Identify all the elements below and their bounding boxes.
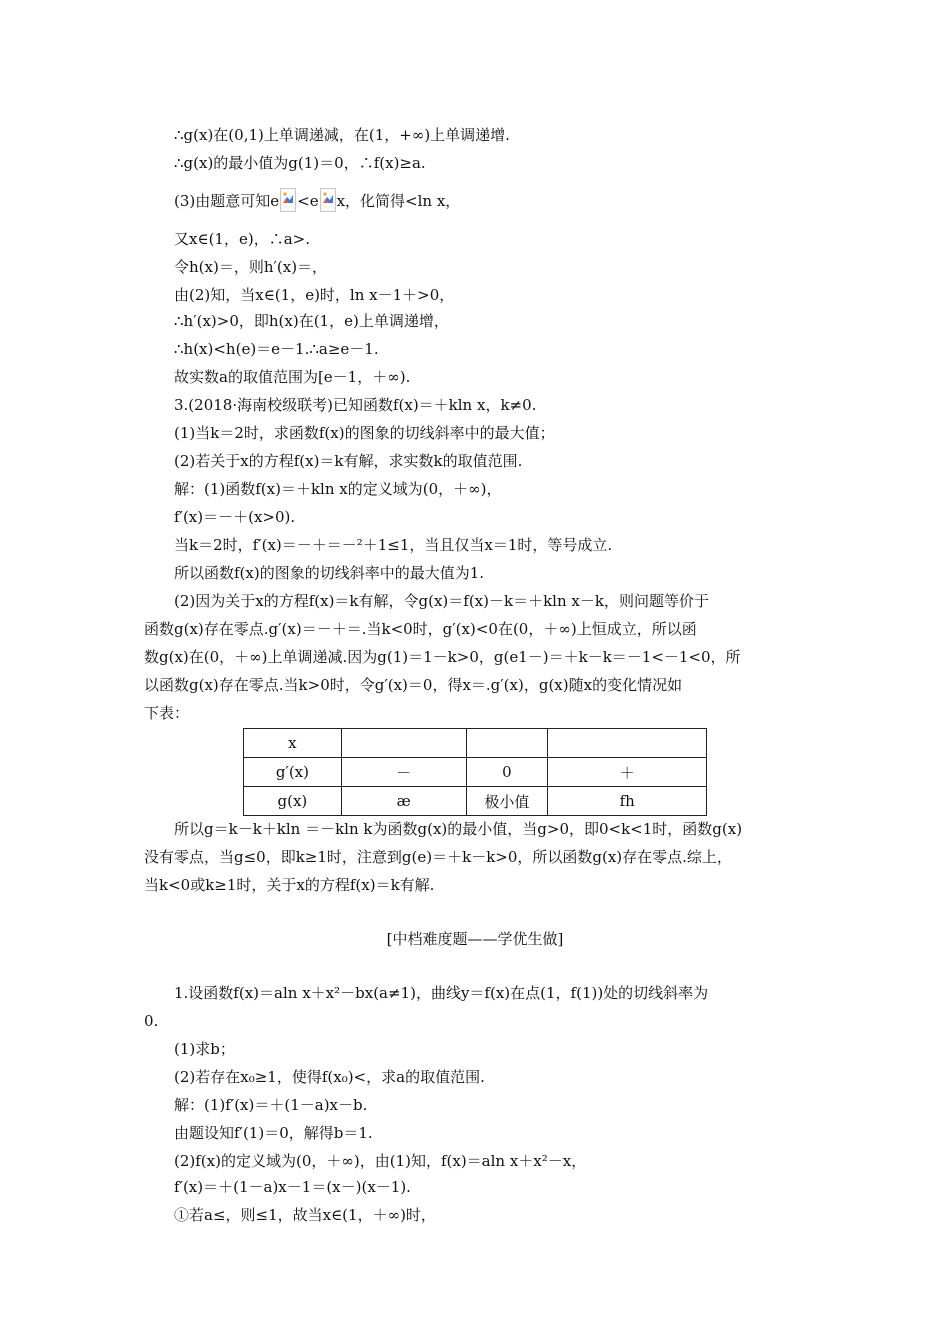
text-line: ∴h′(x)>0，即h(x)在(1，e)上单调递增， [174, 312, 449, 330]
text-line: 由(2)知，当x∈(1，e)时，ln x－1＋>0， [174, 286, 455, 304]
text-line: (2)f(x)的定义域为(0，＋∞)，由(1)知，f(x)＝aln x＋x²－x， [174, 1152, 587, 1170]
table-cell: g(x) [244, 787, 342, 816]
text-line: 0. [144, 1012, 159, 1030]
text-line: 由题设知f′(1)＝0，解得b＝1. [174, 1124, 373, 1142]
text-fragment: x，化简得<ln x， [336, 192, 461, 210]
table-cell: 0 [466, 758, 548, 787]
text-line: 函数g(x)存在零点.g′(x)＝－＋＝.当k<0时，g′(x)<0在(0，＋∞)上恒成立，所以函 [144, 620, 697, 638]
text-line: 以函数g(x)存在零点.当k>0时，令g′(x)＝0，得x＝.g′(x)，g(x)随x的变化情况如 [144, 676, 683, 694]
text-line: f′(x)＝－＋(x>0). [174, 508, 296, 526]
text-line: 所以g＝k－k＋kln ＝－kln k为函数g(x)的最小值，当g>0，即0<k<1时，函数g(x) [174, 820, 743, 838]
table-cell [466, 729, 548, 758]
text-line: (2)若关于x的方程f(x)＝k有解，求实数k的取值范围. [174, 452, 523, 470]
table-cell: g′(x) [244, 758, 342, 787]
table-cell: － [341, 758, 466, 787]
table-cell: 极小值 [466, 787, 548, 816]
table-cell: ＋ [548, 758, 707, 787]
text-line: 当k<0或k≥1时，关于x的方程f(x)＝k有解. [144, 876, 435, 894]
table-row [244, 787, 707, 816]
text-line: (1)当k＝2时，求函数f(x)的图象的切线斜率中的最大值； [174, 424, 555, 442]
table-cell: fh [548, 787, 707, 816]
text-line: 数g(x)在(0，＋∞)上单调递减.因为g(1)＝1－k>0，g(e1－)＝＋k－k＝－1<－1<0，所 [144, 648, 741, 666]
text-line: ∴g(x)在(0,1)上单调递减，在(1，+∞)上单调递增. [174, 126, 510, 144]
text-line: (2)若存在x₀≥1，使得f(x₀)<，求a的取值范围. [174, 1068, 485, 1086]
text-line: (2)因为关于x的方程f(x)＝k有解，令g(x)＝f(x)－k＝＋kln x－k，则问题等价于 [174, 592, 709, 610]
text-line: 当k＝2时，f′(x)＝－＋＝－²＋1≤1，当且仅当x＝1时，等号成立. [174, 536, 613, 554]
text-line: 故实数a的取值范围为[e－1，＋∞). [174, 368, 411, 386]
text-line: ∴g(x)的最小值为g(1)＝0，∴f(x)≥a. [174, 154, 426, 172]
text-line: 所以函数f(x)的图象的切线斜率中的最大值为1. [174, 564, 485, 582]
table-row [244, 758, 707, 787]
text-line: ①若a≤，则≤1，故当x∈(1，＋∞)时， [174, 1206, 436, 1224]
text-line: f′(x)＝＋(1－a)x－1＝(x－)(x－1). [174, 1178, 411, 1196]
broken-image-icon [280, 188, 296, 212]
text-line: 没有零点，当g≤0，即k≥1时，注意到g(e)＝＋k－k>0，所以函数g(x)存在零点.综上， [144, 848, 732, 866]
text-line: (1)求b； [174, 1040, 235, 1058]
table-cell [341, 729, 466, 758]
section-heading: [中档难度题——学优生做] [386, 930, 564, 948]
table-cell: x [244, 729, 342, 758]
text-line: 解：(1)f′(x)＝＋(1－a)x－b. [174, 1096, 368, 1114]
text-line: 下表： [144, 704, 190, 722]
text-line: 解：(1)函数f(x)＝＋kln x的定义域为(0，＋∞)， [174, 480, 502, 498]
text-fragment: <e [297, 192, 319, 210]
table-cell [548, 729, 707, 758]
table-cell: æ [341, 787, 466, 816]
broken-image-icon [320, 188, 336, 212]
text-line: 又x∈(1，e)，∴a>. [174, 230, 310, 248]
text-line: 3.(2018·海南校级联考)已知函数f(x)＝＋kln x，k≠0. [174, 396, 537, 414]
text-line: ∴h(x)<h(e)＝e－1.∴a≥e－1. [174, 340, 379, 358]
text-line [174, 188, 460, 212]
text-fragment: (3)由题意可知e [174, 192, 280, 210]
text-line: 1.设函数f(x)＝aln x＋x²－bx(a≠1)，曲线y＝f(x)在点(1，f(1))处的切线斜率为 [174, 984, 709, 1002]
table-row [244, 729, 707, 758]
text-line: 令h(x)＝，则h′(x)＝， [174, 258, 328, 276]
variation-table [243, 728, 707, 816]
